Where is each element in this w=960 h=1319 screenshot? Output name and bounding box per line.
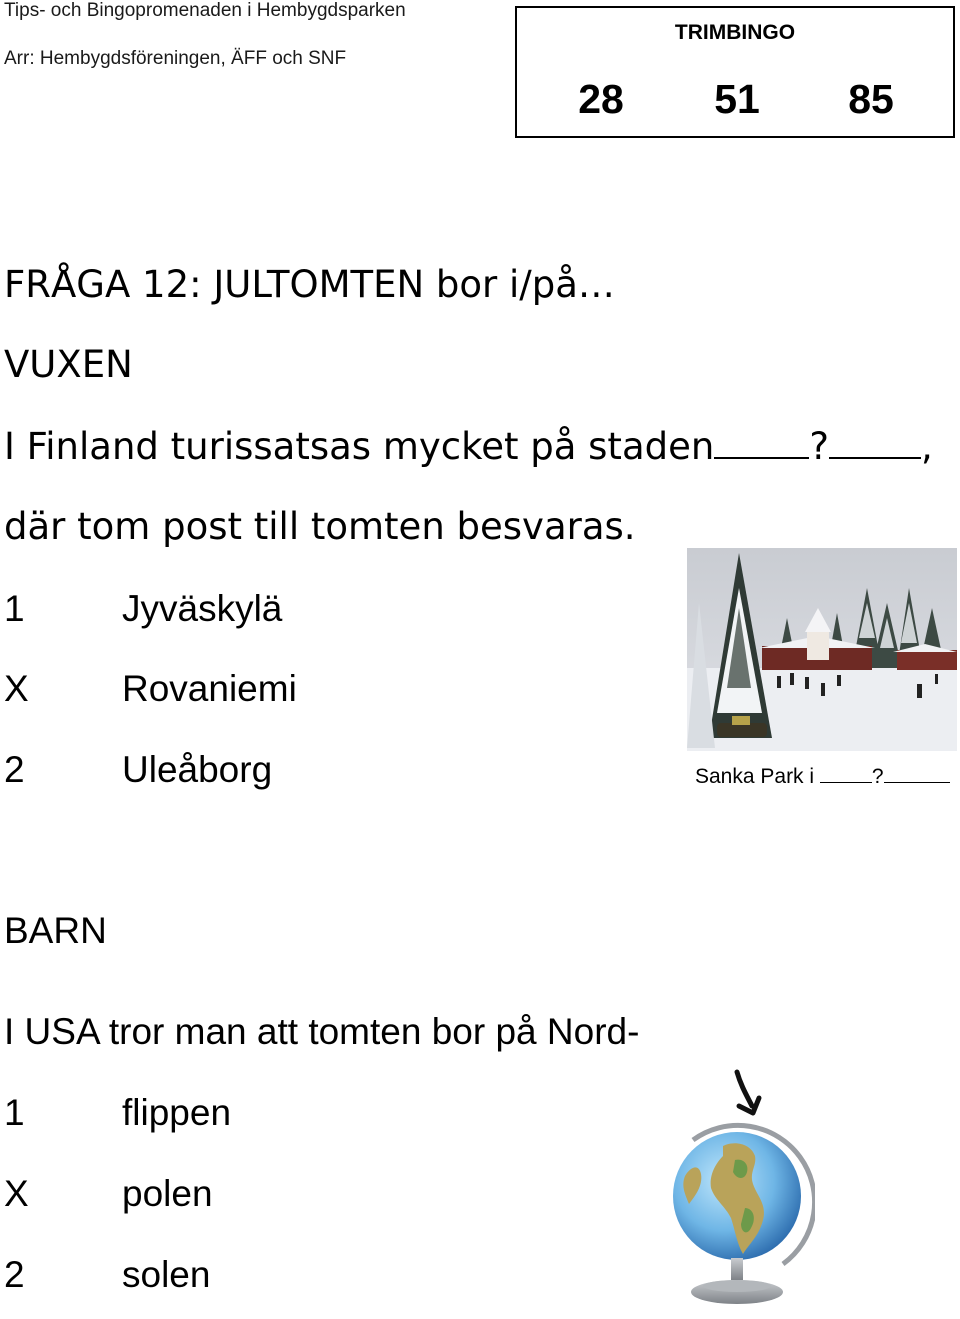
adult-question-line1 [4, 425, 933, 468]
child-label: BARN [4, 910, 107, 951]
photo-caption [695, 764, 950, 789]
option-value: polen [122, 1173, 213, 1214]
answer-blank [820, 764, 872, 783]
option-value: solen [122, 1254, 211, 1295]
bingo-number: 28 [578, 76, 624, 122]
page-header-title: Tips- och Bingopromenaden i Hembygdsparken [4, 0, 406, 21]
option-value: Uleåborg [122, 749, 273, 790]
bingo-number: 51 [714, 76, 760, 122]
option-key: 2 [4, 749, 25, 790]
answer-blank [829, 427, 921, 459]
adult-label: VUXEN [4, 343, 133, 386]
answer-blank [714, 427, 809, 459]
question-mark: ? [809, 425, 829, 468]
question-mark: ? [871, 765, 884, 788]
bingo-title: TRIMBINGO [674, 21, 796, 44]
option-value: flippen [122, 1092, 232, 1133]
adult-question-text: I Finland turissatsas mycket på staden [4, 425, 715, 468]
option-key: 1 [4, 588, 25, 629]
question-heading: FRÅGA 12: JULTOMTEN bor i/på… [4, 263, 615, 306]
globe-icon [665, 1068, 815, 1313]
option-key: X [4, 1173, 29, 1214]
option-value: Jyväskylä [122, 588, 283, 629]
option-key: X [4, 668, 29, 709]
adult-question-line2: där tom post till tomten besvaras. [4, 505, 636, 548]
bingo-box [515, 6, 955, 138]
option-value: Rovaniemi [122, 668, 297, 709]
option-key: 1 [4, 1092, 25, 1133]
answer-blank [884, 764, 950, 783]
option-key: 2 [4, 1254, 25, 1295]
photo-caption-text: Sanka Park i [695, 765, 815, 788]
bingo-number: 85 [848, 76, 894, 122]
santa-park-photo [687, 548, 957, 751]
child-question: I USA tror man att tomten bor på Nord- [4, 1011, 640, 1052]
comma: , [920, 425, 933, 468]
page-header-organizer: Arr: Hembygdsföreningen, ÄFF och SNF [4, 48, 347, 69]
